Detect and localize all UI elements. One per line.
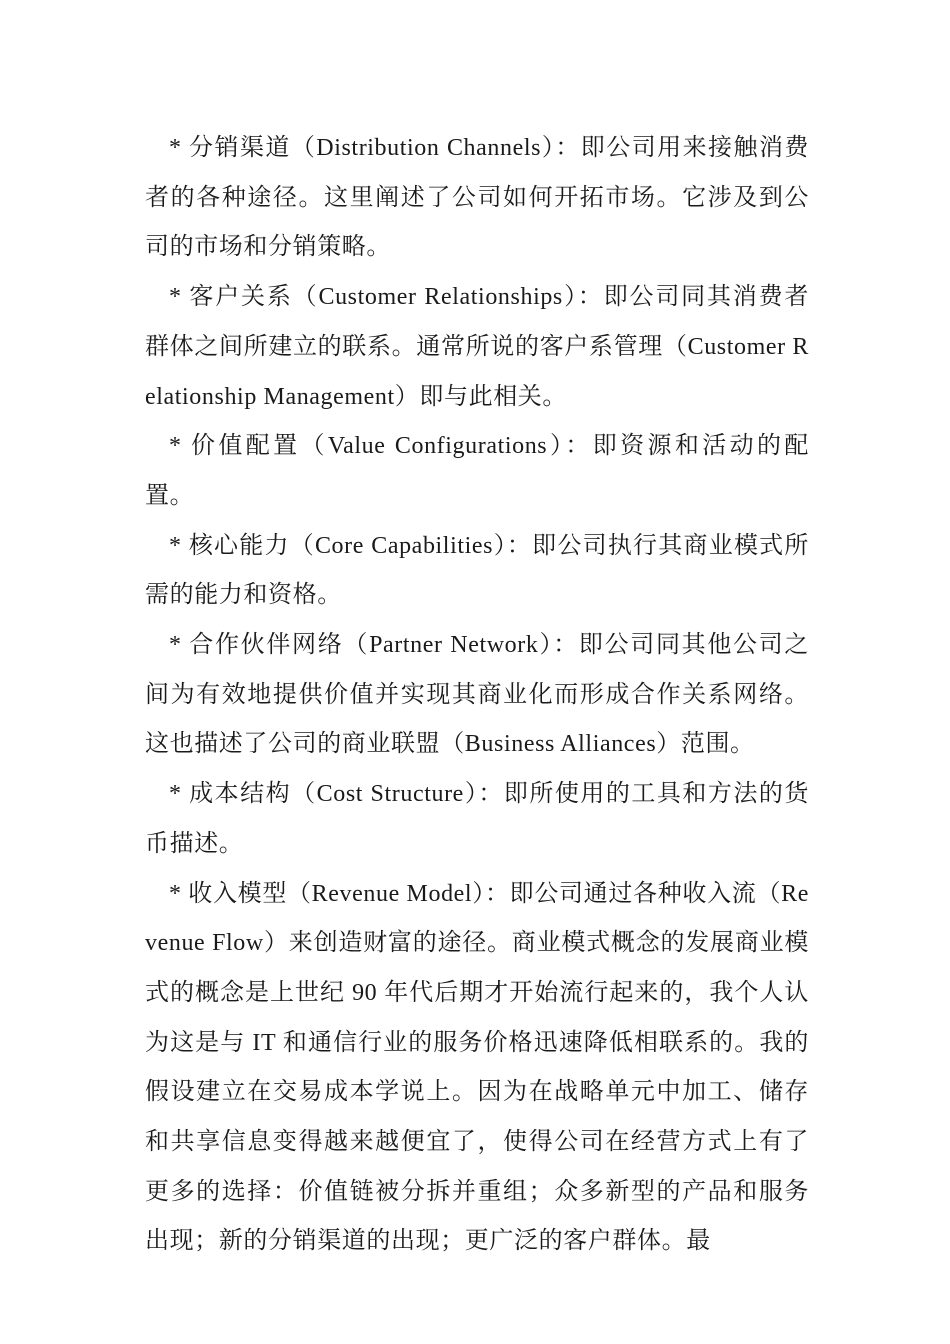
document-page (145, 124, 809, 1267)
paragraph-value-configurations: * 价值配置（Value Configurations）：即资源和活动的配置。 (145, 433, 809, 509)
paragraph-customer-relationships: * 客户关系（Customer Relationships）：即公司同其消费者群体之间所建立的联系。通常所说的客户系管理（Customer Relationship Management）即与此相关。 (145, 284, 809, 410)
paragraph-distribution-channels: * 分销渠道（Distribution Channels）：即公司用来接触消费者的各种途径。这里阐述了公司如何开拓市场。它涉及到公司的市场和分销策略。 (145, 135, 809, 261)
paragraph-core-capabilities: * 核心能力（Core Capabilities）：即公司执行其商业模式所需的能力和资格。 (145, 532, 809, 609)
paragraph-partner-network: * 合作伙伴网络（Partner Network）：即公司同其他公司之间为有效地提供价值并实现其商业化而形成合作关系网络。这也描述了公司的商业联盟（Business Alliances）范围。 (145, 632, 809, 758)
paragraph-revenue-model: * 收入模型（Revenue Model）：即公司通过各种收入流（Revenue Flow）来创造财富的途径。商业模式概念的发展商业模式的概念是上世纪 90 年代后期才开始流行起来的，我个人认为这是与 IT 和通信行业的服务价格迅速降低相联系的。我的假设建立在交易成本学说上。因为在战略单元中加工、储存和共享信息变得越来越便宜了，使得公司在经营方式上有了更多的选择：价值链被分拆并重组；众多新型的产品和服务出现；新的分销渠道的出现；更广泛的客户群体。最 (145, 880, 809, 1255)
paragraph-cost-structure: * 成本结构（Cost Structure）：即所使用的工具和方法的货币描述。 (145, 781, 809, 857)
